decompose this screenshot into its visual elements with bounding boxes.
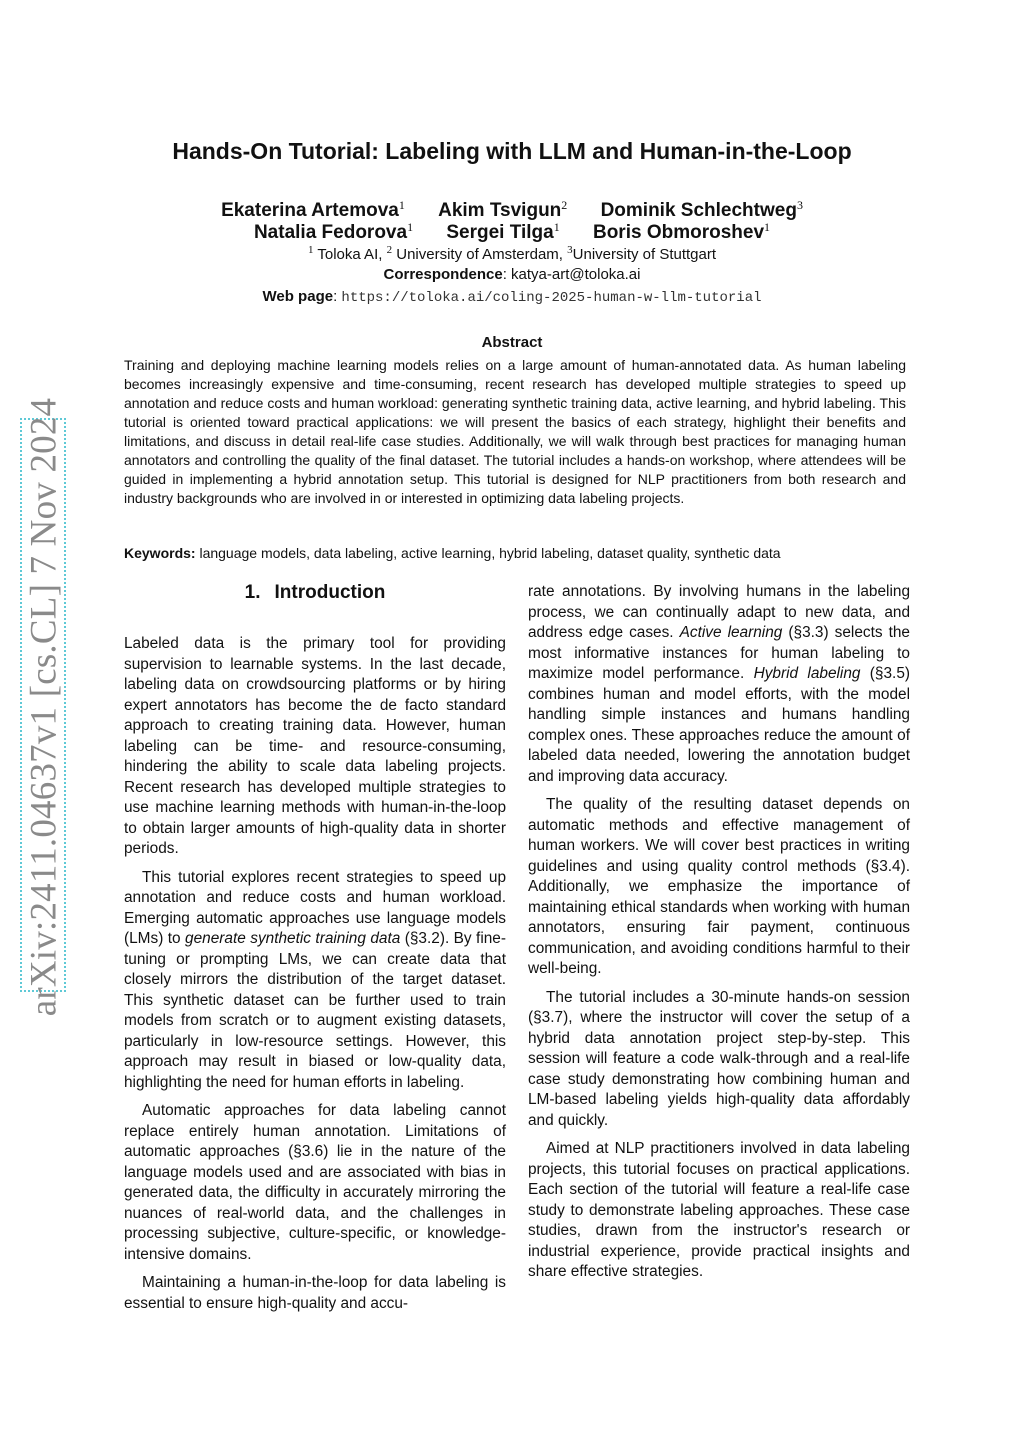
paragraph: rate annotations. By involving humans in the labeling process, we can continually adapt to new data, and address edge cases. Active learning (§3.3) selects the most informative instances for human labeling to maximize model performance. Hybrid labeling (§3.5) combines human and model efforts, with the model handling simple instances and humans handling complex ones. These approaches reduce the amount of labeled data needed, lowering the annotation budget and improving data accuracy.	[528, 583, 911, 785]
keywords-label: Keywords:	[124, 545, 196, 561]
paragraph: The tutorial includes a 30-minute hands-on session (§3.7), where the instructor will cover the setup of a hybrid data annotation project step-by-step. This session will feature a code walk-through and a real-life case study demonstrating how combining human and LM-based labeling yields high-quality data affordably and quickly.	[528, 988, 910, 1129]
right-column	[528, 582, 910, 1291]
author: Boris Obmoroshev$^1$	[592, 220, 771, 243]
author: Sergei Tilga$^1$	[446, 220, 560, 243]
section-heading: 1. Introduction	[244, 582, 386, 603]
paragraph: Labeled data is the primary tool for providing supervision to learnable systems. In the last decade, labeling data on crowdsourcing platforms or by hiring expert annotators has become the de facto standard approach to creating training data. However, human labeling can be time- and resource-consuming, hindering the ability to scale data labeling projects. Recent research has developed multiple strategies to use machine learning methods with human-in-the-loop to obtain larger amounts of high-quality data in shorter periods.	[124, 635, 506, 857]
web-page: Web page: https://toloka.ai/coling-2025-human-w-llm-tutorial	[262, 288, 762, 306]
correspondence: Correspondence: katya-art@toloka.ai	[383, 266, 641, 283]
author: Ekaterina Artemova$^1$	[221, 198, 405, 221]
paragraph: Automatic approaches for data labeling cannot replace entirely human annotation. Limitations of automatic approaches (§3.6) lie in the nature of the language models used and are associated with bias in generated data, the difficulty in accurately mirroring the nuances of real-world data, and the challenges in processing subjective, culture-specific, or knowledge-intensive domains.	[124, 1102, 506, 1263]
paragraph: This tutorial explores recent strategies to speed up annotation and reduce costs and human workload. Emerging automatic approaches use language models (LMs) to generate synthetic training data (§3.2). By fine-tuning or prompting LMs, we can create data that closely mirrors the distribution of the target dataset. This synthetic dataset can be further used to train models from scratch or to augment existing datasets, particularly in low-resource settings. However, this approach may result in biased or low-quality data, highlighting the need for human efforts in labeling.	[124, 868, 506, 1091]
author: Akim Tsvigun$^2$	[438, 198, 568, 221]
paragraph: Maintaining a human-in-the-loop for data labeling is essential to ensure high-quality and accu-	[124, 1274, 506, 1312]
paragraph: The quality of the resulting dataset depends on automatic methods and effective management of human workers. We will cover best practices in writing guidelines and using quality control methods (§3.4). Additionally, we emphasize the importance of maintaining ethical standards when working with human annotators, ensuring fair payment, continuous communication, and avoiding conditions harmful to their well-being.	[528, 796, 910, 977]
paragraph: Aimed at NLP practitioners involved in data labeling projects, this tutorial focuses on practical applications. Each section of the tutorial will feature a real-life case study to demonstrate labeling approaches. These case studies, drawn from the instructor's research or industrial experience, provide practical insights and share effective strategies.	[528, 1140, 910, 1280]
keywords: Keywords: language models, data labeling, active learning, hybrid labeling, dataset quality, synthetic data	[124, 545, 781, 561]
arxiv-stamp-text: arXiv:2411.04637v1 [cs.CL] 7 Nov 2024	[23, 397, 65, 1017]
abstract-text: Training and deploying machine learning models relies on a large amount of human-annotated data. As human labeling becomes increasingly expensive and time-consuming, recent research has developed multiple strategies to speed up annotation and reduce costs and human workload: generating synthetic training data, active learning, and hybrid labeling. This tutorial is oriented toward practical applications: we will present the basics of each strategy, highlight their benefits and limitations, and discuss in detail real-life case studies. Additionally, we will walk through best practices for managing human annotators and controlling the quality of the final dataset. The tutorial includes a hands-on workshop, where attendees will be guided in implementing a hybrid annotation setup. This tutorial is designed for NLP practitioners from both research and industry backgrounds who are involved in or interested in optimizing data labeling projects.	[124, 357, 906, 506]
paper-title: Hands-On Tutorial: Labeling with LLM and Human-in-the-Loop	[172, 138, 852, 164]
author-row-2	[0, 220, 1024, 244]
web-page-link[interactable]: https://toloka.ai/coling-2025-human-w-llm-tutorial	[341, 290, 762, 306]
author: Dominik Schlechtweg$^3$	[600, 198, 803, 221]
author-row-1	[0, 198, 1024, 222]
correspondence-email[interactable]: : katya-art@toloka.ai	[502, 266, 641, 283]
author: Natalia Fedorova$^1$	[253, 220, 414, 243]
arxiv-stamp	[20, 397, 66, 1017]
left-column	[124, 582, 506, 1322]
affiliations: $^1$ Toloka AI, $^2$ University of Amsterdam, $^3$University of Stuttgart	[307, 244, 717, 263]
abstract-heading: Abstract	[481, 334, 543, 351]
